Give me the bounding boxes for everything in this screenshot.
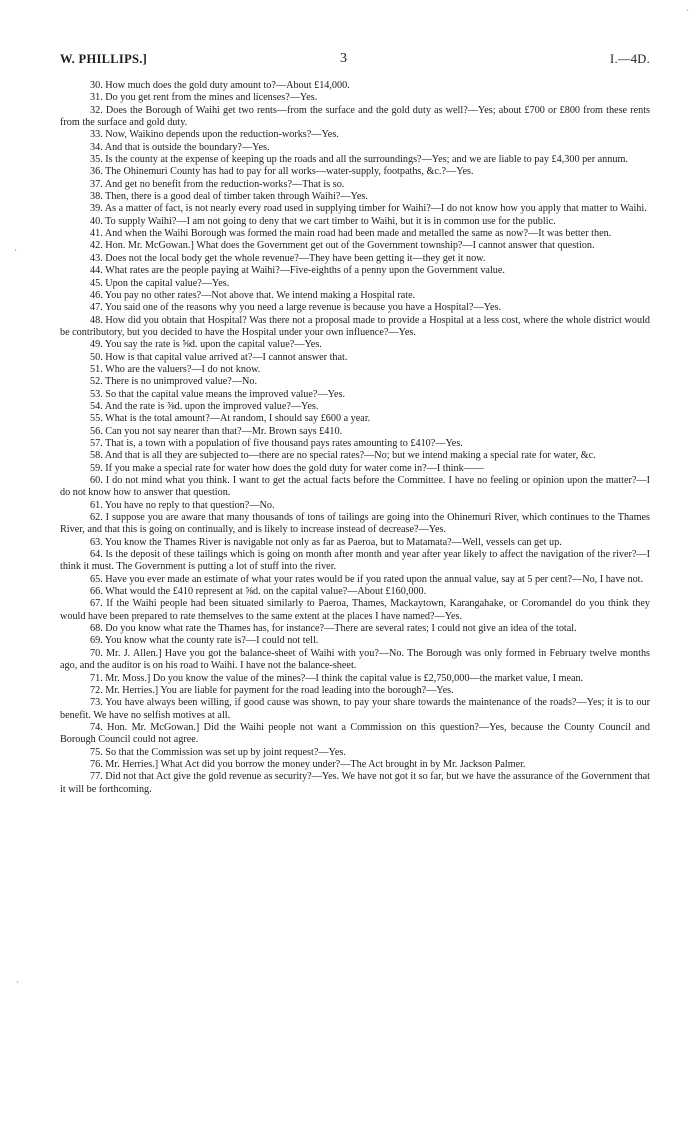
paragraph: 59. If you make a special rate for water how does the gold duty for water come in?—I think—— (90, 462, 485, 474)
scan-speck: ` (686, 8, 689, 18)
paragraph: 67. If the Waihi people had been situated similarly to Paeroa, Thames, Mackaytown, Karangahake, or Coromandel do you think they would have been prepared to rate themselves to the same extent at the places I have named?—Yes. (60, 598, 650, 622)
paragraph: 73. You have always been willing, if good cause was shown, to pay your share towards the maintenance of the roads?—Yes; it is to our benefit. We have no selfish motives at all. (60, 697, 650, 721)
paragraph: 53. So that the capital value means the improved value?—Yes. (90, 388, 346, 400)
paragraph: 71. Mr. Moss.] Do you know the value of the mines?—I think the capital value is £2,750,000—the market value, I mean. (90, 672, 584, 684)
paragraph: 58. And that is all they are subjected to—there are no special rates?—No; but we intend making a special rate for water, &c. (90, 450, 596, 462)
paragraph: 45. Upon the capital value?—Yes. (90, 277, 230, 289)
paragraph: 62. I suppose you are aware that many thousands of tons of tailings are going into the Ohinemuri River, which continues to the Thames River, and that this is going on continually, and is likely to increase instead of decrease?—Yes. (60, 512, 650, 536)
paragraph: 54. And the rate is ⅝d. upon the improved value?—Yes. (90, 400, 319, 412)
scan-speck: · (14, 245, 17, 255)
paragraph: 46. You pay no other rates?—Not above that. We intend making a Hospital rate. (90, 289, 416, 301)
page-header (60, 52, 650, 70)
paragraph: 34. And that is outside the boundary?—Yes. (90, 141, 270, 153)
paragraph: 35. Is the county at the expense of keeping up the roads and all the surroundings?—Yes; and we are liable to pay £4,300 per annum. (90, 154, 628, 166)
document-body (60, 80, 650, 796)
paragraph: 32. Does the Borough of Waihi get two rents—from the surface and the gold duty as well?—Yes; about £700 or £800 from these rents from the surface and gold duty. (60, 104, 650, 129)
scan-speck: ˋ (16, 980, 19, 990)
paragraph: 44. What rates are the people paying at Waihi?—Five-eighths of a penny upon the Government value. (90, 265, 505, 277)
paragraph: 76. Mr. Herries.] What Act did you borrow the money under?—The Act brought in by Mr. Jackson Palmer. (90, 758, 526, 770)
paragraph: 36. The Ohinemuri County has had to pay for all works—water-supply, footpaths, &c.?—Yes. (90, 166, 474, 178)
paragraph: 39. As a matter of fact, is not nearly every road used in supplying timber for Waihi?—I do not know how you apply that matter to Waihi. (90, 203, 647, 215)
paragraph: 61. You have no reply to that question?—No. (90, 499, 275, 511)
paragraph: 77. Did not that Act give the gold revenue as security?—Yes. We have not got it so far, but we have the assurance of the Government that it will be forthcoming. (60, 771, 650, 795)
paragraph: 56. Can you not say nearer than that?—Mr. Brown says £410. (90, 425, 343, 437)
paragraph: 37. And get no benefit from the reduction-works?—That is so. (90, 178, 345, 190)
paragraph: 65. Have you ever made an estimate of what your rates would be if you rated upon the annual value, say at 5 per cent?—No, I have not. (90, 573, 644, 585)
paragraph: 51. Who are the valuers?—I do not know. (90, 363, 261, 375)
paragraph: 38. Then, there is a good deal of timber taken through Waihi?—Yes. (90, 191, 368, 203)
paragraph: 75. So that the Commission was set up by joint request?—Yes. (90, 746, 346, 758)
paragraph: 52. There is no unimproved value?—No. (90, 376, 258, 388)
paragraph: 69. You know what the county rate is?—I could not tell. (90, 635, 319, 647)
paragraph: 30. How much does the gold duty amount to?—About £14,000. (90, 80, 350, 91)
paragraph: 33. Now, Waikino depends upon the reduction-works?—Yes. (90, 129, 339, 141)
paragraph: 74. Hon. Mr. McGowan.] Did the Waihi people not want a Commission on this question?—Yes, because the County Council and Borough Council could not agree. (60, 721, 650, 746)
paragraph: 31. Do you get rent from the mines and licenses?—Yes. (90, 92, 318, 104)
paragraph: 57. That is, a town with a population of five thousand pays rates amounting to £410?—Yes. (90, 437, 463, 449)
paragraph: 68. Do you know what rate the Thames has, for instance?—There are several rates; I could not give an idea of the total. (90, 623, 577, 635)
paragraph: 48. How did you obtain that Hospital? Was there not a proposal made to provide a Hospital at a less cost, where the whole district would be contributory, but you decided to have the Hospital under your own influence?—Yes. (60, 314, 650, 338)
paragraph: 47. You said one of the reasons why you need a large revenue is because you have a Hospital?—Yes. (90, 302, 501, 314)
paragraph: 63. You know the Thames River is navigable not only as far as Paeroa, but to Matamata?—Well, vessels can get up. (90, 536, 562, 548)
paragraph: 42. Hon. Mr. McGowan.] What does the Government get out of the Government township?—I cannot answer that question. (90, 240, 595, 252)
paragraph: 60. I do not mind what you think. I want to get the actual facts before the Committee. I have no feeling or opinion upon the matter?—I do not know how to answer that question. (60, 475, 650, 499)
paragraph: 70. Mr. J. Allen.] Have you got the balance-sheet of Waihi with you?—No. The Borough was only formed in February twelve months ago, and the auditor is on his road to Waihi. I have not the balance-sheet. (60, 647, 650, 672)
header-page-number: 3 (340, 51, 347, 66)
paragraph: 50. How is that capital value arrived at?—I cannot answer that. (90, 351, 348, 363)
paragraph: 55. What is the total amount?—At random, I should say £600 a year. (90, 413, 371, 425)
header-witness-name: W. PHILLIPS.] (60, 52, 148, 66)
header-document-ref: I.—4D. (610, 52, 650, 66)
paragraph: 49. You say the rate is ⅝d. upon the capital value?—Yes. (90, 339, 322, 351)
paragraph: 72. Mr. Herries.] You are liable for payment for the road leading into the borough?—Yes. (90, 684, 454, 696)
paragraph: 43. Does not the local body get the whole revenue?—They have been getting it—they get it now. (90, 252, 486, 264)
paragraph: 64. Is the deposit of these tailings which is going on month after month and year after year likely to affect the navigation of the river?—I think it must. The Government is putting a lot of stuff into the river. (60, 549, 650, 573)
paragraph: 40. To supply Waihi?—I am not going to deny that we cart timber to Waihi, but it is in common use for the public. (90, 215, 556, 227)
paragraph: 66. What would the £410 represent at ⅝d. on the capital value?—About £160,000. (90, 586, 427, 598)
paragraph: 41. And when the Waihi Borough was formed the main road had been made and metalled the same as now?—It was better then. (90, 228, 612, 240)
